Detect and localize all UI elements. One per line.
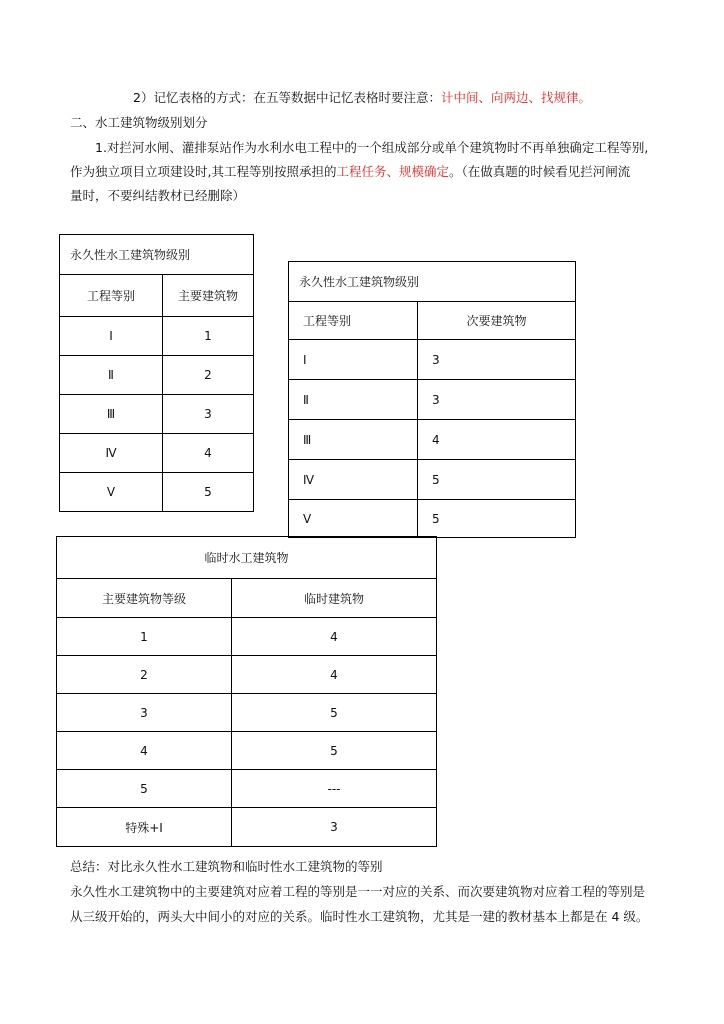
- table-cell: 4: [232, 618, 437, 656]
- table-cell: Ⅰ: [289, 340, 418, 380]
- table-cell: 1: [163, 317, 254, 356]
- table-row: [60, 317, 254, 356]
- table-cell: 5: [163, 473, 254, 512]
- table-row: [57, 656, 437, 694]
- table-cell: 4: [418, 420, 576, 460]
- table-cell: 3: [57, 694, 232, 732]
- table-row: [289, 380, 576, 420]
- table-row: [289, 420, 576, 460]
- permanent-main-table: [59, 234, 254, 512]
- section-title: 二、水工建筑物级别划分: [70, 115, 208, 130]
- paragraph-line-2-text: 作为独立项目立项建设时,其工程等别按照承担的: [70, 164, 337, 179]
- table-row: [60, 434, 254, 473]
- paragraph-line-2-suffix: 。（在做真题的时候看见拦河闸流: [449, 164, 631, 179]
- table-row: [60, 356, 254, 395]
- table-row: [60, 395, 254, 434]
- table-cell: 2: [57, 656, 232, 694]
- summary-title: 总结：对比永久性水工建筑物和临时性水工建筑物的等别: [70, 859, 383, 874]
- permanent-secondary-table: [288, 261, 576, 538]
- memory-method-text: 2）记忆表格的方式：在五等数据中记忆表格时要注意：: [133, 90, 441, 105]
- table-cell: Ⅱ: [289, 380, 418, 420]
- table-row: [57, 808, 437, 847]
- table-title: 永久性水工建筑物级别: [60, 235, 254, 275]
- table-title: 临时水工建筑物: [57, 537, 437, 579]
- table-cell: Ⅱ: [60, 356, 163, 395]
- column-header: 工程等别: [289, 302, 418, 340]
- table-row: [289, 460, 576, 500]
- table-row: [60, 473, 254, 512]
- paragraph-line-2-highlight: 工程任务、规模确定: [336, 164, 449, 179]
- table-cell: Ⅴ: [60, 473, 163, 512]
- table-row: [57, 770, 437, 808]
- table-cell: 5: [418, 500, 576, 538]
- table-cell: Ⅴ: [289, 500, 418, 538]
- column-header: 主要建筑物等级: [57, 579, 232, 618]
- table-cell: 5: [57, 770, 232, 808]
- table-cell: 5: [232, 732, 437, 770]
- column-header: 主要建筑物: [163, 275, 254, 317]
- summary-line-2: 从三级开始的，两头大中间小的对应的关系。临时性水工建筑物，尤其是一建的教材基本上都是在 4 级。: [70, 909, 649, 924]
- paragraph-line-2: [70, 164, 630, 180]
- paragraph-line-3: 量时，不要纠结教材已经删除）: [70, 188, 246, 203]
- table-cell: 特殊+Ⅰ: [57, 808, 232, 847]
- table-cell: Ⅲ: [289, 420, 418, 460]
- table-row: [289, 500, 576, 538]
- table-row: [57, 694, 437, 732]
- table-cell: 4: [163, 434, 254, 473]
- table-cell: Ⅲ: [60, 395, 163, 434]
- table-row: [57, 732, 437, 770]
- table-cell: 4: [232, 656, 437, 694]
- paragraph-line-1: 1.对拦河水闸、灌排泵站作为水利水电工程中的一个组成部分或单个建筑物时不再单独确定工程等别,: [95, 140, 649, 155]
- table-cell: 2: [163, 356, 254, 395]
- table-row: [57, 618, 437, 656]
- table-row: [289, 340, 576, 380]
- table-cell: 3: [418, 340, 576, 380]
- table-cell: 1: [57, 618, 232, 656]
- memory-method-line: [133, 90, 591, 106]
- table-cell: 4: [57, 732, 232, 770]
- table-cell: 3: [418, 380, 576, 420]
- temporary-building-table: [56, 536, 437, 847]
- table-cell: 3: [232, 808, 437, 847]
- table-cell: Ⅳ: [289, 460, 418, 500]
- table-cell: Ⅳ: [60, 434, 163, 473]
- column-header: 次要建筑物: [418, 302, 576, 340]
- table-title: 永久性水工建筑物级别: [289, 262, 576, 302]
- column-header: 临时建筑物: [232, 579, 437, 618]
- column-header: 工程等别: [60, 275, 163, 317]
- table-cell: Ⅰ: [60, 317, 163, 356]
- table-cell: 3: [163, 395, 254, 434]
- table-cell: ---: [232, 770, 437, 808]
- table-cell: 5: [418, 460, 576, 500]
- summary-line-1: 永久性水工建筑物中的主要建筑对应着工程的等别是一一对应的关系、而次要建筑物对应着工程的等别是: [70, 884, 646, 899]
- memory-method-highlight: 计中间、向两边、找规律。: [440, 90, 591, 105]
- table-cell: 5: [232, 694, 437, 732]
